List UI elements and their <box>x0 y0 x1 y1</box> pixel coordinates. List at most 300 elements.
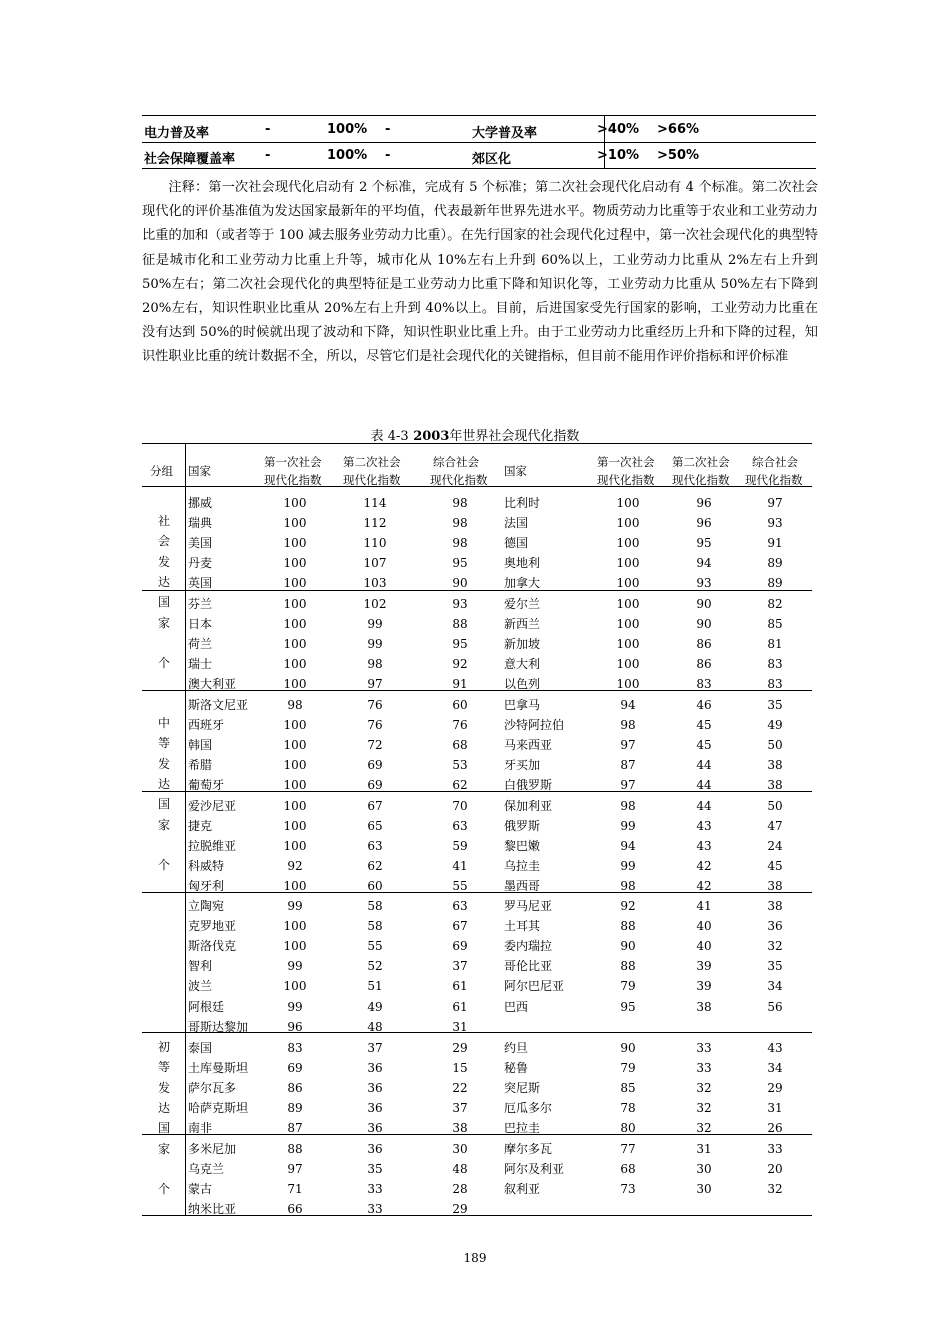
composite-index: 37 <box>452 959 468 974</box>
composite-index: 37 <box>452 1101 468 1116</box>
composite-index: 68 <box>452 738 468 753</box>
composite-index-right: 50 <box>767 798 783 813</box>
second-index: 58 <box>367 919 383 934</box>
header-first-right: 第一次社会 <box>597 455 655 469</box>
composite-index: 31 <box>452 1019 468 1034</box>
country-name-right: 德国 <box>504 536 529 551</box>
header-composite: 现代化指数 <box>430 473 488 487</box>
first-index: 100 <box>283 718 307 733</box>
rule-top <box>142 115 816 116</box>
country-name: 斯洛文尼亚 <box>188 698 249 712</box>
criteria-dash: - <box>265 148 271 163</box>
second-index: 63 <box>367 838 383 853</box>
group-label-char: 初 <box>157 1040 170 1054</box>
criteria-label: 社会保障覆盖率 <box>144 152 236 167</box>
second-index-right: 31 <box>696 1141 712 1156</box>
second-index: 114 <box>363 496 387 510</box>
composite-index-right: 31 <box>767 1101 783 1116</box>
composite-index: 63 <box>452 818 468 833</box>
second-index: 52 <box>367 959 383 974</box>
composite-index: 70 <box>452 798 468 813</box>
table-rule-top <box>142 443 812 444</box>
criteria-label: 电力普及率 <box>144 126 210 141</box>
group-label-char: 发 <box>157 756 170 771</box>
first-index-right: 99 <box>620 818 636 833</box>
caption-title: 年世界社会现代化指数 <box>449 429 580 444</box>
first-index-right: 97 <box>620 778 636 793</box>
second-index-right: 42 <box>696 878 712 893</box>
first-index: 98 <box>287 698 303 712</box>
first-index-right: 90 <box>620 939 636 954</box>
second-index: 99 <box>367 616 383 631</box>
page-number: 189 <box>463 1251 487 1265</box>
country-name: 匈牙利 <box>188 878 225 893</box>
header-composite-right: 综合社会 <box>752 455 798 469</box>
header-composite-right: 现代化指数 <box>745 473 803 487</box>
second-index-right: 40 <box>696 939 712 954</box>
second-index-right: 44 <box>696 758 712 773</box>
first-index-right: 79 <box>620 1061 636 1076</box>
country-name-right: 巴西 <box>504 999 529 1014</box>
criteria-dash: - <box>265 122 271 137</box>
header-second: 第二次社会 <box>343 455 401 469</box>
second-index: 36 <box>367 1061 383 1076</box>
composite-index: 29 <box>452 1201 468 1216</box>
second-index-right: 94 <box>696 556 712 571</box>
first-index: 71 <box>287 1181 303 1196</box>
composite-index-right: 50 <box>767 738 783 753</box>
first-index: 100 <box>283 676 307 691</box>
composite-index-right: 89 <box>767 556 783 571</box>
country-name-right: 叙利亚 <box>504 1181 541 1196</box>
first-index-right: 100 <box>616 516 640 531</box>
country-name: 多米尼加 <box>188 1141 237 1156</box>
first-index: 66 <box>287 1201 303 1216</box>
country-name-right: 以色列 <box>504 676 541 691</box>
group-label-char: 达 <box>157 776 170 791</box>
first-index: 100 <box>283 536 307 551</box>
first-index: 92 <box>287 858 303 873</box>
country-name: 挪威 <box>188 496 213 510</box>
group-label-char: 个 <box>157 656 170 671</box>
second-index-right: 42 <box>696 858 712 873</box>
composite-index-right: 93 <box>767 516 783 531</box>
composite-index-right: 49 <box>767 718 783 733</box>
second-index: 97 <box>367 676 383 691</box>
second-index-right: 30 <box>696 1181 712 1196</box>
first-index-right: 85 <box>620 1081 636 1096</box>
composite-index-right: 56 <box>767 999 783 1014</box>
first-index-right: 98 <box>620 798 636 813</box>
second-index-right: 90 <box>696 616 712 631</box>
composite-index-right: 85 <box>767 616 783 631</box>
composite-index-right: 89 <box>767 576 783 591</box>
second-index-right <box>684 1017 724 1037</box>
composite-index-right: 33 <box>767 1141 783 1156</box>
second-index: 69 <box>367 758 383 773</box>
composite-index: 28 <box>452 1181 468 1196</box>
group-label-char: 达 <box>157 1100 170 1115</box>
first-index: 100 <box>283 556 307 571</box>
first-index-right: 98 <box>620 718 636 733</box>
first-index: 100 <box>283 939 307 954</box>
composite-index: 15 <box>452 1061 468 1076</box>
second-index-right: 30 <box>696 1161 712 1176</box>
country-name-right: 秘鲁 <box>504 1061 529 1076</box>
second-index: 107 <box>363 556 387 571</box>
country-name: 科威特 <box>188 858 225 873</box>
second-index-right: 86 <box>696 656 712 671</box>
second-index: 36 <box>367 1101 383 1116</box>
composite-index-right: 35 <box>767 959 783 974</box>
composite-index: 60 <box>452 698 468 712</box>
group-label-char: 达 <box>157 574 170 589</box>
group-label-char: 国 <box>157 797 170 812</box>
header-second: 现代化指数 <box>343 473 401 487</box>
second-index-right: 32 <box>696 1101 712 1116</box>
header-group: 分组 <box>150 464 173 478</box>
first-index: 100 <box>283 636 307 651</box>
second-index-right: 95 <box>696 536 712 551</box>
first-index-right: 98 <box>620 878 636 893</box>
country-name: 捷克 <box>188 818 213 833</box>
composite-index-right: 82 <box>767 596 783 611</box>
caption-prefix: 表 4-3 <box>370 429 409 444</box>
header-country-right: 国家 <box>504 464 527 478</box>
second-index-right: 33 <box>696 1041 712 1055</box>
table-column-divider <box>185 443 186 1215</box>
country-name-right: 摩尔多瓦 <box>504 1141 553 1156</box>
first-index: 83 <box>287 1041 303 1055</box>
composite-index-right: 34 <box>767 979 783 994</box>
composite-index: 30 <box>452 1141 468 1156</box>
first-index-right: 100 <box>616 496 640 510</box>
second-index-right: 45 <box>696 738 712 753</box>
first-index-right: 100 <box>616 616 640 631</box>
composite-index: 98 <box>452 536 468 551</box>
country-name-right: 阿尔及利亚 <box>504 1161 565 1176</box>
first-index-right: 100 <box>616 576 640 591</box>
group-label-char: 社 <box>157 514 170 528</box>
first-index-right <box>608 1017 648 1037</box>
composite-index: 63 <box>452 899 468 913</box>
composite-index: 92 <box>452 656 468 671</box>
composite-index-right: 83 <box>767 656 783 671</box>
first-index-right: 100 <box>616 596 640 611</box>
caption-year: 2003 <box>413 429 450 444</box>
first-index-right: 78 <box>620 1101 636 1116</box>
country-name: 斯洛伐克 <box>188 939 237 954</box>
country-name: 乌克兰 <box>188 1161 225 1176</box>
first-index: 100 <box>283 758 307 773</box>
second-index: 69 <box>367 778 383 793</box>
composite-index-right: 36 <box>767 919 783 934</box>
country-name: 英国 <box>188 576 213 591</box>
second-index: 112 <box>363 516 387 531</box>
first-index: 100 <box>283 798 307 813</box>
country-name: 丹麦 <box>188 556 213 571</box>
group-label-char: 个 <box>157 858 170 873</box>
composite-index: 61 <box>452 979 468 994</box>
rule-mid <box>142 142 816 143</box>
second-index-right: 33 <box>696 1061 712 1076</box>
note-paragraph <box>142 176 818 370</box>
first-index-right: 68 <box>620 1161 636 1176</box>
criteria-value: >10% <box>597 148 640 163</box>
second-index: 36 <box>367 1121 383 1136</box>
second-index: 36 <box>367 1081 383 1096</box>
group-label-char: 国 <box>157 1121 170 1136</box>
first-index: 89 <box>287 1101 303 1116</box>
second-index-right: 45 <box>696 718 712 733</box>
first-index: 99 <box>287 899 303 913</box>
country-name-right: 意大利 <box>504 656 541 671</box>
country-name: 西班牙 <box>188 718 225 733</box>
country-name: 韩国 <box>188 738 213 753</box>
first-index: 96 <box>287 1019 303 1034</box>
country-name-right: 法国 <box>504 516 529 531</box>
first-index: 99 <box>287 999 303 1014</box>
composite-index-right <box>755 1199 795 1219</box>
first-index-right: 95 <box>620 999 636 1014</box>
composite-index-right: 38 <box>767 899 783 913</box>
country-name-right: 哥伦比亚 <box>504 959 553 974</box>
country-name-right: 奥地利 <box>504 556 541 571</box>
first-index: 88 <box>287 1141 303 1156</box>
group-label-char: 发 <box>157 1080 170 1095</box>
composite-index-right: 81 <box>767 636 783 651</box>
second-index-right: 32 <box>696 1121 712 1136</box>
country-name-right: 加拿大 <box>504 576 541 591</box>
second-index-right: 44 <box>696 778 712 793</box>
country-name-right: 白俄罗斯 <box>504 778 553 793</box>
country-name-right: 突尼斯 <box>504 1081 541 1096</box>
country-name: 荷兰 <box>188 636 213 651</box>
composite-index: 62 <box>452 778 468 793</box>
criteria-label: 郊区化 <box>472 152 512 167</box>
second-index: 48 <box>367 1019 383 1034</box>
second-index-right: 38 <box>696 999 712 1014</box>
composite-index-right: 97 <box>767 496 783 510</box>
country-name-right: 委内瑞拉 <box>504 939 553 954</box>
second-index: 36 <box>367 1141 383 1156</box>
country-name: 纳米比亚 <box>188 1201 237 1216</box>
second-index-right: 86 <box>696 636 712 651</box>
composite-index-right: 32 <box>767 939 783 954</box>
table-caption <box>0 425 950 444</box>
second-index-right <box>684 1199 724 1219</box>
group-label-char: 发 <box>157 554 170 569</box>
second-index: 51 <box>367 979 383 994</box>
second-index: 62 <box>367 858 383 873</box>
second-index: 35 <box>367 1161 383 1176</box>
group-label-char: 家 <box>157 615 170 630</box>
composite-index: 48 <box>452 1161 468 1176</box>
country-name: 哥斯达黎加 <box>188 1019 249 1034</box>
composite-index: 61 <box>452 999 468 1014</box>
first-index-right: 100 <box>616 636 640 651</box>
first-index-right: 94 <box>620 838 636 853</box>
composite-index: 95 <box>452 556 468 571</box>
header-first: 第一次社会 <box>264 455 322 469</box>
second-index-right: 43 <box>696 818 712 833</box>
header-composite: 综合社会 <box>433 455 479 469</box>
second-index: 49 <box>367 999 383 1014</box>
first-index: 97 <box>287 1161 303 1176</box>
second-index: 67 <box>367 798 383 813</box>
country-name: 克罗地亚 <box>188 919 237 934</box>
group-label-char: 会 <box>157 534 170 549</box>
country-name-right: 巴拉圭 <box>504 1121 541 1136</box>
first-index-right: 97 <box>620 738 636 753</box>
country-name-right: 沙特阿拉伯 <box>504 718 565 733</box>
first-index: 100 <box>283 878 307 893</box>
country-name-right: 土耳其 <box>504 919 541 934</box>
country-name: 瑞典 <box>188 516 213 531</box>
header-country: 国家 <box>188 464 211 478</box>
composite-index-right: 20 <box>767 1161 783 1176</box>
country-name: 南非 <box>188 1121 213 1136</box>
second-index: 110 <box>363 536 387 551</box>
second-index: 102 <box>363 596 387 611</box>
second-index: 33 <box>367 1181 383 1196</box>
composite-index-right: 32 <box>767 1181 783 1196</box>
first-index-right: 92 <box>620 899 636 913</box>
second-index-right: 93 <box>696 576 712 591</box>
criteria-value: >66% <box>657 122 700 137</box>
first-index: 100 <box>283 919 307 934</box>
composite-index: 98 <box>452 496 468 510</box>
first-index-right: 100 <box>616 556 640 571</box>
composite-index-right: 24 <box>767 838 783 853</box>
first-index: 100 <box>283 778 307 793</box>
criteria-label: 大学普及率 <box>472 126 538 141</box>
header-second-right: 第二次社会 <box>672 455 730 469</box>
first-index-right <box>608 1199 648 1219</box>
country-name: 土库曼斯坦 <box>188 1061 249 1076</box>
composite-index: 95 <box>452 636 468 651</box>
first-index: 100 <box>283 656 307 671</box>
first-index-right: 94 <box>620 698 636 712</box>
first-index: 100 <box>283 838 307 853</box>
second-index-right: 96 <box>696 496 712 510</box>
country-name: 立陶宛 <box>188 899 225 913</box>
composite-index-right: 29 <box>767 1081 783 1096</box>
composite-index: 55 <box>452 878 468 893</box>
first-index-right: 100 <box>616 676 640 691</box>
second-index: 65 <box>367 818 383 833</box>
second-index: 103 <box>363 576 387 591</box>
second-index-right: 40 <box>696 919 712 934</box>
country-name: 芬兰 <box>188 596 213 611</box>
header-first-right: 现代化指数 <box>597 473 655 487</box>
country-name: 瑞士 <box>188 656 213 671</box>
first-index: 100 <box>283 516 307 531</box>
second-index-right: 83 <box>696 676 712 691</box>
second-index-right: 32 <box>696 1081 712 1096</box>
second-index: 76 <box>367 698 383 712</box>
country-name-right: 比利时 <box>504 496 541 510</box>
composite-index-right: 38 <box>767 778 783 793</box>
first-index: 100 <box>283 616 307 631</box>
first-index: 100 <box>283 596 307 611</box>
country-name-right: 马来西亚 <box>504 738 553 753</box>
composite-index-right: 38 <box>767 758 783 773</box>
composite-index-right: 47 <box>767 818 783 833</box>
composite-index-right: 83 <box>767 676 783 691</box>
country-name: 拉脱维亚 <box>188 838 237 853</box>
first-index-right: 90 <box>620 1041 636 1055</box>
country-name: 波兰 <box>188 979 213 994</box>
composite-index: 90 <box>452 576 468 591</box>
country-name: 阿根廷 <box>188 999 225 1014</box>
group-label-char: 个 <box>157 1182 170 1197</box>
first-index-right: 73 <box>620 1181 636 1196</box>
composite-index-right: 43 <box>767 1041 783 1055</box>
composite-index: 76 <box>452 718 468 733</box>
first-index: 100 <box>283 496 307 510</box>
country-name: 葡萄牙 <box>188 778 225 793</box>
country-name-right: 黎巴嫩 <box>504 838 541 853</box>
composite-index: 88 <box>452 616 468 631</box>
header-first: 现代化指数 <box>264 473 322 487</box>
second-index: 55 <box>367 939 383 954</box>
composite-index: 93 <box>452 596 468 611</box>
country-name-right: 巴拿马 <box>504 698 541 712</box>
composite-index-right: 45 <box>767 858 783 873</box>
composite-index: 41 <box>452 858 468 873</box>
second-index: 37 <box>367 1041 383 1055</box>
country-name: 萨尔瓦多 <box>188 1081 237 1096</box>
first-index-right: 99 <box>620 858 636 873</box>
first-index-right: 87 <box>620 758 636 773</box>
first-index: 100 <box>283 576 307 591</box>
composite-index: 29 <box>452 1041 468 1055</box>
composite-index: 53 <box>452 758 468 773</box>
country-name: 哈萨克斯坦 <box>188 1101 249 1116</box>
criteria-value: >40% <box>597 122 640 137</box>
group-label-char: 家 <box>157 1141 170 1156</box>
composite-index-right <box>755 1017 795 1037</box>
second-index-right: 39 <box>696 959 712 974</box>
first-index: 100 <box>283 818 307 833</box>
second-index: 76 <box>367 718 383 733</box>
first-index: 86 <box>287 1081 303 1096</box>
second-index: 72 <box>367 738 383 753</box>
second-index: 58 <box>367 899 383 913</box>
country-name: 日本 <box>188 616 213 631</box>
first-index: 100 <box>283 738 307 753</box>
country-name-right: 保加利亚 <box>504 798 553 813</box>
country-name-right: 厄瓜多尔 <box>504 1101 553 1116</box>
country-name-right: 新西兰 <box>504 616 541 631</box>
country-name: 泰国 <box>188 1041 213 1055</box>
country-name-right: 乌拉圭 <box>504 858 541 873</box>
second-index: 60 <box>367 878 383 893</box>
composite-index: 69 <box>452 939 468 954</box>
first-index: 99 <box>287 959 303 974</box>
composite-index: 22 <box>452 1081 468 1096</box>
country-name: 美国 <box>188 536 213 551</box>
group-label-char: 等 <box>157 736 170 751</box>
composite-index-right: 91 <box>767 536 783 551</box>
second-index: 98 <box>367 656 383 671</box>
country-name-right: 爱尔兰 <box>504 596 541 611</box>
group-label-char: 国 <box>157 595 170 610</box>
country-name-right: 墨西哥 <box>504 878 541 893</box>
second-index-right: 39 <box>696 979 712 994</box>
note-text: 注释：第一次社会现代化启动有 2 个标准，完成有 5 个标准；第二次社会现代化启动有 4 个标准。第二次社会现代化的评价基准值为发达国家最新年的平均值，代表最新年世界先进水平。物质劳动力比重等于农业和工业劳动力比重的加和（或者等于 100 减去服务业劳动力比重）。在先行国家的社会现代化过程中，第一次社会现代化的典型特征是城市化和工业劳动力比重上升等，城市化从 10%左右上升到 60%以上，工业劳动力比重从 2%左右上升到 50%左右；第二次社会现代化的典型特征是工业劳动力比重下降和知识化等，工业劳动力比重从 50%左右下降到 20%左右，知识性职业比重从 20%左右上升到 40%以上。目前，后进国家受先行国家的影响，工业劳动力比重在没有达到 50%的时候就出现了波动和下降，知识性职业比重上升。由于工业劳动力比重经历上升和下降的过程，知识性职业比重的统计数据不全，所以，尽管它们是社会现代化的关键指标，但目前不能用作评价指标和评价标准 <box>142 180 818 365</box>
